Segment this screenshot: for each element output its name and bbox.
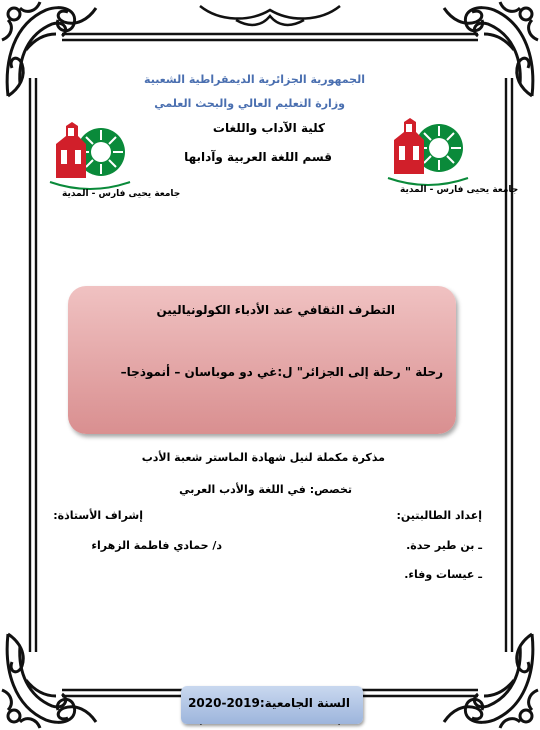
university-logo-right xyxy=(384,104,472,196)
academic-year: السنة الجامعية:2019-2020 xyxy=(188,696,350,710)
students-label: إعداد الطالبتين: xyxy=(396,509,482,522)
thesis-specialty: تخصص: في اللغة والأدب العربي xyxy=(179,483,352,496)
republic-name: الجمهورية الجزائرية الديمقراطية الشعبية xyxy=(144,73,365,86)
supervisor-label: إشراف الأستاذة: xyxy=(53,509,143,522)
corner-ornament xyxy=(2,2,96,96)
department-name: قسم اللغة العربية وآدابها xyxy=(184,150,332,164)
thesis-title: التطرف الثقافي عند الأدباء الكولونياليين xyxy=(156,303,395,317)
faculty-name: كلية الآداب واللغات xyxy=(212,121,325,135)
ministry-name: وزارة التعليم العالي والبحث العلمي xyxy=(154,97,345,110)
student-name-2: ـ عيسات وفاء. xyxy=(404,568,482,581)
university-logo-left xyxy=(46,108,134,200)
logo-caption-right: جامعة يحيى فارس - المدية xyxy=(400,185,519,195)
logo-caption-left: جامعة يحيى فارس - المدية xyxy=(62,189,181,199)
supervisor-name: د/ حمادي فاطمة الزهراء xyxy=(91,539,222,552)
thesis-description: مذكرة مكملة لنيل شهادة الماستر شعبة الأدب xyxy=(141,451,385,464)
student-name-1: ـ بن طير حدة. xyxy=(406,539,482,552)
thesis-subtitle: رحلة " رحلة إلى الجزائر" ل:غي دو موباسان – أنموذجا– xyxy=(120,365,443,379)
